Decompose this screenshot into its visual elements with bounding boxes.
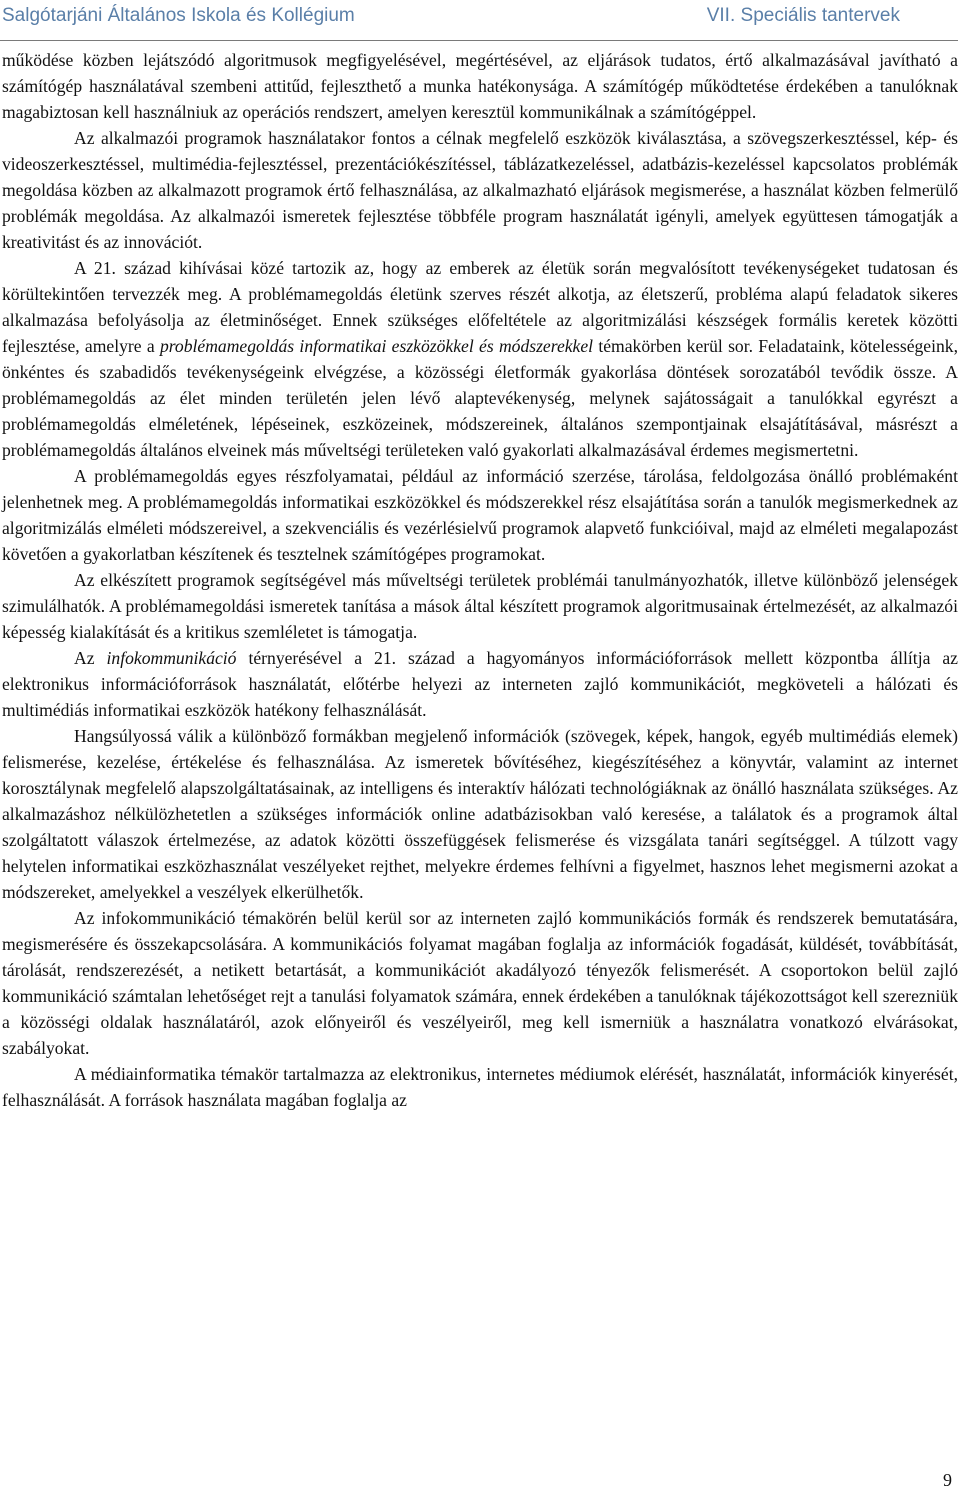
body-paragraph xyxy=(2,723,958,905)
paragraph-text: Hangsúlyossá válik a különböző formákban megjelenő információk (szövegek, képek, hangok, egyéb multimédiás elemek) felismerése, kezelése, értékelése és felhasználása. Az ismeretek bővítéséhez, kiegészítéséhez a könyvtár, valamint az internet korosztálynak megfelelő alapszolgáltatásainak, az intelligens és interaktív hálózati technológiáknak az önálló használata szükséges. Az alkalmazáshoz nélkülözhetetlen a szükséges információk online adatbázisokban való keresése, a találatok és a programok által szolgáltatott válaszok értelmezése, az adatok közötti összefüggések felismerése és vizsgálata tanári segítséggel. A túlzott vagy helytelen informatikai eszközhasználat veszélyeket rejthet, melyekre érdemes felhívni a figyelmet, hasznos lehet megismerni azokat a módszereket, amelyekkel a veszélyek elkerülhetők. xyxy=(2,726,958,902)
body-paragraph xyxy=(2,463,958,567)
italic-term: infokommunikáció xyxy=(106,648,237,668)
paragraph-text: Az infokommunikáció témakörén belül kerül sor az interneten zajló kommunikációs formák és rendszerek bemutatására, megismerésére és összekapcsolására. A kommunikációs folyamat magában foglalja az információk fogadását, küldését, továbbítását, tárolását, rendszerezését, a netikett betartását, a kommunikációt akadályozó tényezők felismerését. A csoportokon belül zajló kommunikáció számtalan lehetőséget rejt a tanulási folyamatok számára, ennek érdekében a tanulóknak tájékozottságot kell szerezniük a közösségi oldalak használatáról, azok előnyeiről és veszélyeiről, meg kell ismerniük a használatra vonatkozó elvárásokat, szabályokat. xyxy=(2,908,958,1058)
header-rule xyxy=(0,40,958,41)
header-school-name: Salgótarjáni Általános Iskola és Kollégium xyxy=(2,5,355,26)
body-paragraph xyxy=(2,125,958,255)
paragraph-text: Az xyxy=(74,648,107,668)
paragraph-text: témakörben kerül sor. Feladataink, kötelességeink, önkéntes és szabadidős tevékenységeink elvégzése, a közösségi életformák gyakorlása döntések sorozatából tevődik össze. A problémamegoldás az élet minden területén jelen lévő alaptevékenység, melynek sajátosságait a tanulókkal egyrészt a problémamegoldás elméletének, lépéseinek, eszközeinek, módszereinek, általános szempontjainak elsajátításával, másrészt a problémamegoldás általános elveinek más műveltségi területeken való gyakorlati alkalmazásával érdemes megismertetni. xyxy=(2,336,958,460)
paragraph-text: A 21. század kihívásai közé tartozik az, hogy az emberek az életük során megvalósított tevékenységeket tudatosan és körültekintően tervezzék meg. A problémamegoldás életünk szerves részét alkotja, az életszerű, probléma alapú feladatok sikeres alkalmazása befolyásolja az életminőséget. Ennek szükséges előfeltétele az algoritmizálási készségek formális keretek közötti fejlesztése, amelyre a xyxy=(2,258,958,356)
body-paragraph xyxy=(2,47,958,125)
paragraph-text: térnyerésével a 21. század a hagyományos információforrások mellett központba állítja az elektronikus információforrások használatát, előtérbe helyezi az interneten zajló kommunikációt, megköveteli a hálózati és multimédiás informatikai eszközök hatékony felhasználását. xyxy=(2,648,958,720)
paragraph-text: Az alkalmazói programok használatakor fontos a célnak megfelelő eszközök kiválasztása, a szövegszerkesztéssel, kép- és videoszerkesztéssel, multimédia-fejlesztéssel, prezentációkészítéssel, táblázatkezeléssel, adatbázis-kezeléssel kapcsolatos problémák megoldása közben az alkalmazott programok értő felhasználása, az alkalmazható eljárások megismerése, a használat közben felmerülő problémák megoldása. Az alkalmazói ismeretek fejlesztése többféle program használatát igényli, amelyek együttesen támogatják a kreativitást és az innovációt. xyxy=(2,128,958,252)
paragraph-text: A médiainformatika témakör tartalmazza az elektronikus, internetes médiumok elérését, használatát, információk kinyerését, felhasználását. A források használata magában foglalja az xyxy=(2,1064,958,1110)
italic-term: problémamegoldás informatikai eszközökkel és módszerekkel xyxy=(159,336,594,356)
body-paragraph xyxy=(2,645,958,723)
page-number: 9 xyxy=(943,1470,952,1490)
header-section-title: VII. Speciális tantervek xyxy=(706,5,900,26)
paragraph-text: A problémamegoldás egyes részfolyamatai, például az információ szerzése, tárolása, feldolgozása önálló problémaként jelenhetnek meg. A problémamegoldás informatikai eszközökkel és módszerekkel rész elsajátítása során a tanulók megismerkednek az algoritmizálás elméleti módszereivel, a szekvenciális és vezérlésielvű programok alapvető funkcióival, majd az elméleti megalapozást követően a gyakorlatban készítenek és tesztelnek számítógépes programokat. xyxy=(2,466,958,564)
paragraph-text: működése közben lejátszódó algoritmusok megfigyelésével, megértésével, az eljárások tudatos, értő alkalmazásával javítható a számítógép használatával szembeni attitűd, fejleszthető a munka hatékonysága. A számítógép működtetése érdekében a tanulóknak magabiztosan kell használniuk az operációs rendszert, amelyen keresztül kommunikálnak a számítógéppel. xyxy=(2,50,958,122)
body-paragraph xyxy=(2,567,958,645)
paragraph-text: Az elkészített programok segítségével más műveltségi területek problémái tanulmányozhatók, illetve különböző jelenségek szimulálhatók. A problémamegoldási ismeretek tanítása a mások által készített programok algoritmusainak értelmezését, az alkalmazói képesség kialakítását és a kritikus szemléletet is támogatja. xyxy=(2,570,958,642)
page-header xyxy=(0,0,960,38)
body-paragraph xyxy=(2,905,958,1061)
body-paragraph xyxy=(2,255,958,463)
document-body xyxy=(2,47,958,1113)
body-paragraph xyxy=(2,1061,958,1113)
